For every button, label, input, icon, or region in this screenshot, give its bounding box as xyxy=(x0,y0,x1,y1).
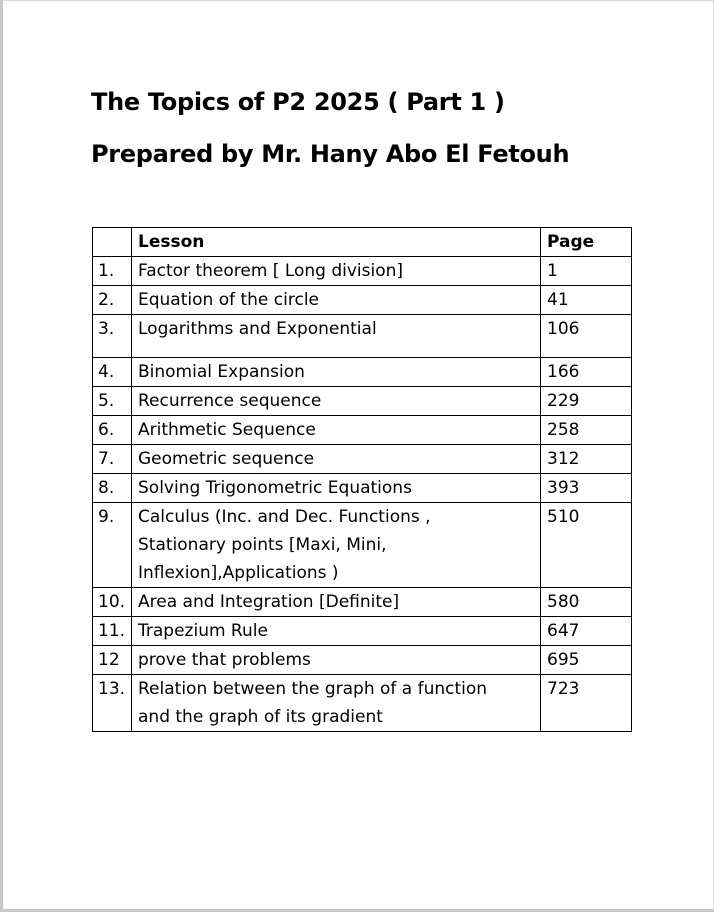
row-lesson xyxy=(132,503,541,588)
row-number: 7. xyxy=(93,445,132,474)
row-number: 6. xyxy=(93,416,132,445)
row-lesson: Recurrence sequence xyxy=(132,387,541,416)
row-page: 580 xyxy=(541,588,632,617)
row-number: 11. xyxy=(93,617,132,646)
row-lesson: Factor theorem [ Long division] xyxy=(132,257,541,286)
row-lesson-line: Stationary points [Maxi, Mini, xyxy=(138,535,387,555)
row-page: 312 xyxy=(541,445,632,474)
table-row xyxy=(93,416,632,445)
row-lesson: Geometric sequence xyxy=(132,445,541,474)
row-page: 258 xyxy=(541,416,632,445)
row-number: 8. xyxy=(93,474,132,503)
row-number: 5. xyxy=(93,387,132,416)
table-row xyxy=(93,445,632,474)
row-lesson: Binomial Expansion xyxy=(132,358,541,387)
table-row xyxy=(93,315,632,358)
table-row xyxy=(93,617,632,646)
table-row xyxy=(93,474,632,503)
row-lesson: Trapezium Rule xyxy=(132,617,541,646)
header-lesson: Lesson xyxy=(132,228,541,257)
row-number: 9. xyxy=(93,503,132,588)
row-number: 12 xyxy=(93,646,132,675)
row-number: 4. xyxy=(93,358,132,387)
row-lesson: Area and Integration [Definite] xyxy=(132,588,541,617)
document-title: The Topics of P2 2025 ( Part 1 ) xyxy=(91,88,505,116)
table-row xyxy=(93,257,632,286)
row-page: 510 xyxy=(541,503,632,588)
row-lesson: Logarithms and Exponential xyxy=(132,315,541,358)
table-row xyxy=(93,286,632,315)
row-lesson: Solving Trigonometric Equations xyxy=(132,474,541,503)
row-number: 10. xyxy=(93,588,132,617)
row-number: 1. xyxy=(93,257,132,286)
table-row xyxy=(93,588,632,617)
table-row xyxy=(93,358,632,387)
row-lesson: Equation of the circle xyxy=(132,286,541,315)
table-row xyxy=(93,646,632,675)
row-lesson-line: Relation between the graph of a function xyxy=(138,679,488,699)
row-lesson: prove that problems xyxy=(132,646,541,675)
row-lesson xyxy=(132,675,541,732)
row-lesson-line: Calculus (Inc. and Dec. Functions , xyxy=(138,507,431,527)
header-page: Page xyxy=(541,228,632,257)
row-page: 723 xyxy=(541,675,632,732)
row-page: 166 xyxy=(541,358,632,387)
row-page: 106 xyxy=(541,315,632,358)
topics-table xyxy=(92,227,632,732)
row-lesson: Arithmetic Sequence xyxy=(132,416,541,445)
document-author: Prepared by Mr. Hany Abo El Fetouh xyxy=(91,140,570,168)
row-number: 2. xyxy=(93,286,132,315)
row-page: 393 xyxy=(541,474,632,503)
row-number: 3. xyxy=(93,315,132,358)
row-page: 647 xyxy=(541,617,632,646)
row-lesson-line: Inflexion],Applications ) xyxy=(138,563,339,583)
table-row xyxy=(93,675,632,732)
row-page: 1 xyxy=(541,257,632,286)
row-number: 13. xyxy=(93,675,132,732)
table-header-row xyxy=(93,228,632,257)
row-page: 41 xyxy=(541,286,632,315)
row-page: 695 xyxy=(541,646,632,675)
table-row xyxy=(93,387,632,416)
row-page: 229 xyxy=(541,387,632,416)
header-number xyxy=(93,228,132,257)
row-lesson-line: and the graph of its gradient xyxy=(138,707,383,727)
table-row xyxy=(93,503,632,588)
